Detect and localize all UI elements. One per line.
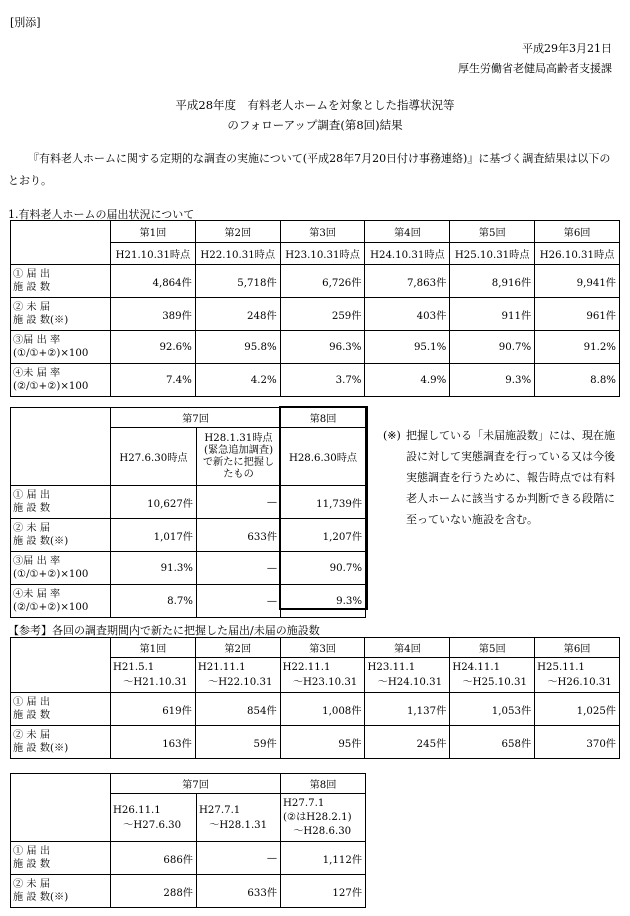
- table-row: [11, 842, 366, 875]
- new-filings-table-1: [10, 637, 620, 759]
- cell-value: 658件: [450, 726, 535, 759]
- row-label: ② 未 届 施 設 数(※): [11, 875, 111, 908]
- cell-value: 163件: [111, 726, 196, 759]
- cell-value: 96.3%: [280, 331, 365, 364]
- table-row: [11, 585, 366, 618]
- cell-value: 686件: [111, 842, 197, 875]
- new-filings-table-2: [10, 773, 366, 908]
- cell-value: 90.7%: [281, 552, 366, 585]
- cell-value: 403件: [365, 298, 450, 331]
- filing-status-table-2: [10, 407, 366, 618]
- table-corner: [11, 638, 111, 693]
- cell-value: 1,207件: [281, 519, 366, 552]
- round-header: 第1回: [111, 221, 196, 243]
- cell-value: —: [197, 552, 281, 585]
- round-header: 第8回: [281, 774, 366, 794]
- round-header: 第6回: [535, 221, 620, 243]
- department-name: 厚生労働省老健局高齢者支援課: [458, 62, 612, 75]
- cell-value: 619件: [111, 693, 196, 726]
- row-label: ③届 出 率 (①/①+②)×100: [11, 552, 111, 585]
- table-row: [11, 364, 620, 397]
- row-label: ① 届 出 施 設 数: [11, 486, 111, 519]
- cell-value: 59件: [195, 726, 280, 759]
- cell-value: 4,864件: [111, 265, 196, 298]
- survey-period: H21.5.1 ～H21.10.31: [111, 658, 196, 693]
- cell-value: 8.7%: [111, 585, 197, 618]
- round-header: 第2回: [195, 638, 280, 658]
- cell-value: 95.1%: [365, 331, 450, 364]
- table-row: [11, 726, 620, 759]
- document-title-line1: 平成28年度 有料老人ホームを対象とした指導状況等: [175, 98, 455, 112]
- round-header: 第2回: [195, 221, 280, 243]
- cell-value: 9.3%: [450, 364, 535, 397]
- survey-period: H21.11.1 ～H22.10.31: [195, 658, 280, 693]
- table-row: [11, 519, 366, 552]
- cell-value: 3.7%: [280, 364, 365, 397]
- cell-value: —: [197, 585, 281, 618]
- table-corner: [11, 221, 111, 265]
- section-heading-reference: 【参考】各回の調査期間内で新たに把握した届出/未届の施設数: [8, 624, 320, 637]
- round-header: 第3回: [280, 638, 365, 658]
- row-label: ② 未 届 施 設 数(※): [11, 519, 111, 552]
- filing-status-table-1: [10, 220, 620, 397]
- survey-date: H26.10.31時点: [535, 243, 620, 265]
- survey-date: H21.10.31時点: [111, 243, 196, 265]
- cell-value: 370件: [535, 726, 620, 759]
- cell-value: 854件: [195, 693, 280, 726]
- cell-value: 1,137件: [365, 693, 450, 726]
- table-header-row: [11, 221, 620, 243]
- survey-period: H27.7.1 (②はH28.2.1) ～H28.6.30: [281, 794, 366, 842]
- cell-value: 1,008件: [280, 693, 365, 726]
- round-header: 第7回: [111, 774, 281, 794]
- cell-value: 8.8%: [535, 364, 620, 397]
- table-row: [11, 693, 620, 726]
- round-header: 第1回: [111, 638, 196, 658]
- cell-value: 245件: [365, 726, 450, 759]
- row-label: ① 届 出 施 設 数: [11, 842, 111, 875]
- row-label: ② 未 届 施 設 数(※): [11, 726, 111, 759]
- round-header: 第4回: [365, 221, 450, 243]
- table-header-row: [11, 638, 620, 658]
- survey-period: H26.11.1 ～H27.6.30: [111, 794, 197, 842]
- cell-value: 633件: [197, 875, 281, 908]
- document-date: 平成29年3月21日: [522, 42, 612, 55]
- cell-value: 4.9%: [365, 364, 450, 397]
- table-row: [11, 552, 366, 585]
- survey-date: H24.10.31時点: [365, 243, 450, 265]
- table-header-row: [11, 774, 366, 794]
- row-label: ④未 届 率 (②/①+②)×100: [11, 585, 111, 618]
- cell-value: 248件: [195, 298, 280, 331]
- cell-value: 95.8%: [195, 331, 280, 364]
- round-header: 第3回: [280, 221, 365, 243]
- cell-value: 389件: [111, 298, 196, 331]
- survey-date: H22.10.31時点: [195, 243, 280, 265]
- round-header: 第7回: [111, 408, 281, 428]
- document-title-line2: のフォローアップ調査(第8回)結果: [227, 118, 403, 132]
- survey-period: H27.7.1 ～H28.1.31: [197, 794, 281, 842]
- attachment-tag: [別添]: [10, 16, 41, 29]
- cell-value: 90.7%: [450, 331, 535, 364]
- cell-value: 8,916件: [450, 265, 535, 298]
- cell-value: 6,726件: [280, 265, 365, 298]
- intro-paragraph: 『有料老人ホームに関する定期的な調査の実施について(平成28年7月20日付け事務連絡)』に基づく調査結果は以下のとおり。: [8, 152, 611, 187]
- section-heading-1: 1.有料老人ホームの届出状況について: [8, 208, 195, 221]
- cell-value: 633件: [197, 519, 281, 552]
- footnote-mark: (※): [383, 429, 401, 442]
- table-row: [11, 265, 620, 298]
- survey-date: H28.6.30時点: [281, 428, 366, 486]
- survey-date: H23.10.31時点: [280, 243, 365, 265]
- round-header: 第5回: [450, 638, 535, 658]
- table-header-row: [11, 408, 366, 428]
- survey-date: H27.6.30時点: [111, 428, 197, 486]
- table-corner: [11, 408, 111, 486]
- survey-period: H25.11.1 ～H26.10.31: [535, 658, 620, 693]
- survey-period: H22.11.1 ～H23.10.31: [280, 658, 365, 693]
- cell-value: 1,017件: [111, 519, 197, 552]
- cell-value: 92.6%: [111, 331, 196, 364]
- cell-value: —: [197, 842, 281, 875]
- table-row: [11, 486, 366, 519]
- cell-value: 4.2%: [195, 364, 280, 397]
- row-label: ③届 出 率 (①/①+②)×100: [11, 331, 111, 364]
- row-label: ① 届 出 施 設 数: [11, 693, 111, 726]
- cell-value: 9,941件: [535, 265, 620, 298]
- cell-value: 961件: [535, 298, 620, 331]
- cell-value: 11,739件: [281, 486, 366, 519]
- cell-value: 5,718件: [195, 265, 280, 298]
- survey-date: H25.10.31時点: [450, 243, 535, 265]
- cell-value: 95件: [280, 726, 365, 759]
- table-row: [11, 331, 620, 364]
- survey-period: H23.11.1 ～H24.10.31: [365, 658, 450, 693]
- table-corner: [11, 774, 111, 842]
- survey-period: H24.11.1 ～H25.10.31: [450, 658, 535, 693]
- cell-value: 91.2%: [535, 331, 620, 364]
- cell-value: 1,025件: [535, 693, 620, 726]
- cell-value: 91.3%: [111, 552, 197, 585]
- round-header: 第8回: [281, 408, 366, 428]
- cell-value: 288件: [111, 875, 197, 908]
- cell-value: 911件: [450, 298, 535, 331]
- row-label: ① 届 出 施 設 数: [11, 265, 111, 298]
- cell-value: 7.4%: [111, 364, 196, 397]
- round-header: 第4回: [365, 638, 450, 658]
- table-row: [11, 875, 366, 908]
- survey-date: H28.1.31時点(緊急追加調査)で新たに把握したもの: [197, 428, 281, 486]
- cell-value: —: [197, 486, 281, 519]
- footnote: [383, 425, 620, 530]
- round-header: 第5回: [450, 221, 535, 243]
- row-label: ② 未 届 施 設 数(※): [11, 298, 111, 331]
- row-label: ④未 届 率 (②/①+②)×100: [11, 364, 111, 397]
- cell-value: 9.3%: [281, 585, 366, 618]
- footnote-text: 把握している「未届施設数」には、現在施設に対して実態調査を行っている又は今後実態調査を行うために、報告時点では有料老人ホームに該当するか判断できる段階に至っていない施設を含む。: [406, 429, 615, 526]
- cell-value: 259件: [280, 298, 365, 331]
- round-header: 第6回: [535, 638, 620, 658]
- cell-value: 7,863件: [365, 265, 450, 298]
- cell-value: 1,112件: [281, 842, 366, 875]
- cell-value: 127件: [281, 875, 366, 908]
- cell-value: 1,053件: [450, 693, 535, 726]
- table-row: [11, 298, 620, 331]
- cell-value: 10,627件: [111, 486, 197, 519]
